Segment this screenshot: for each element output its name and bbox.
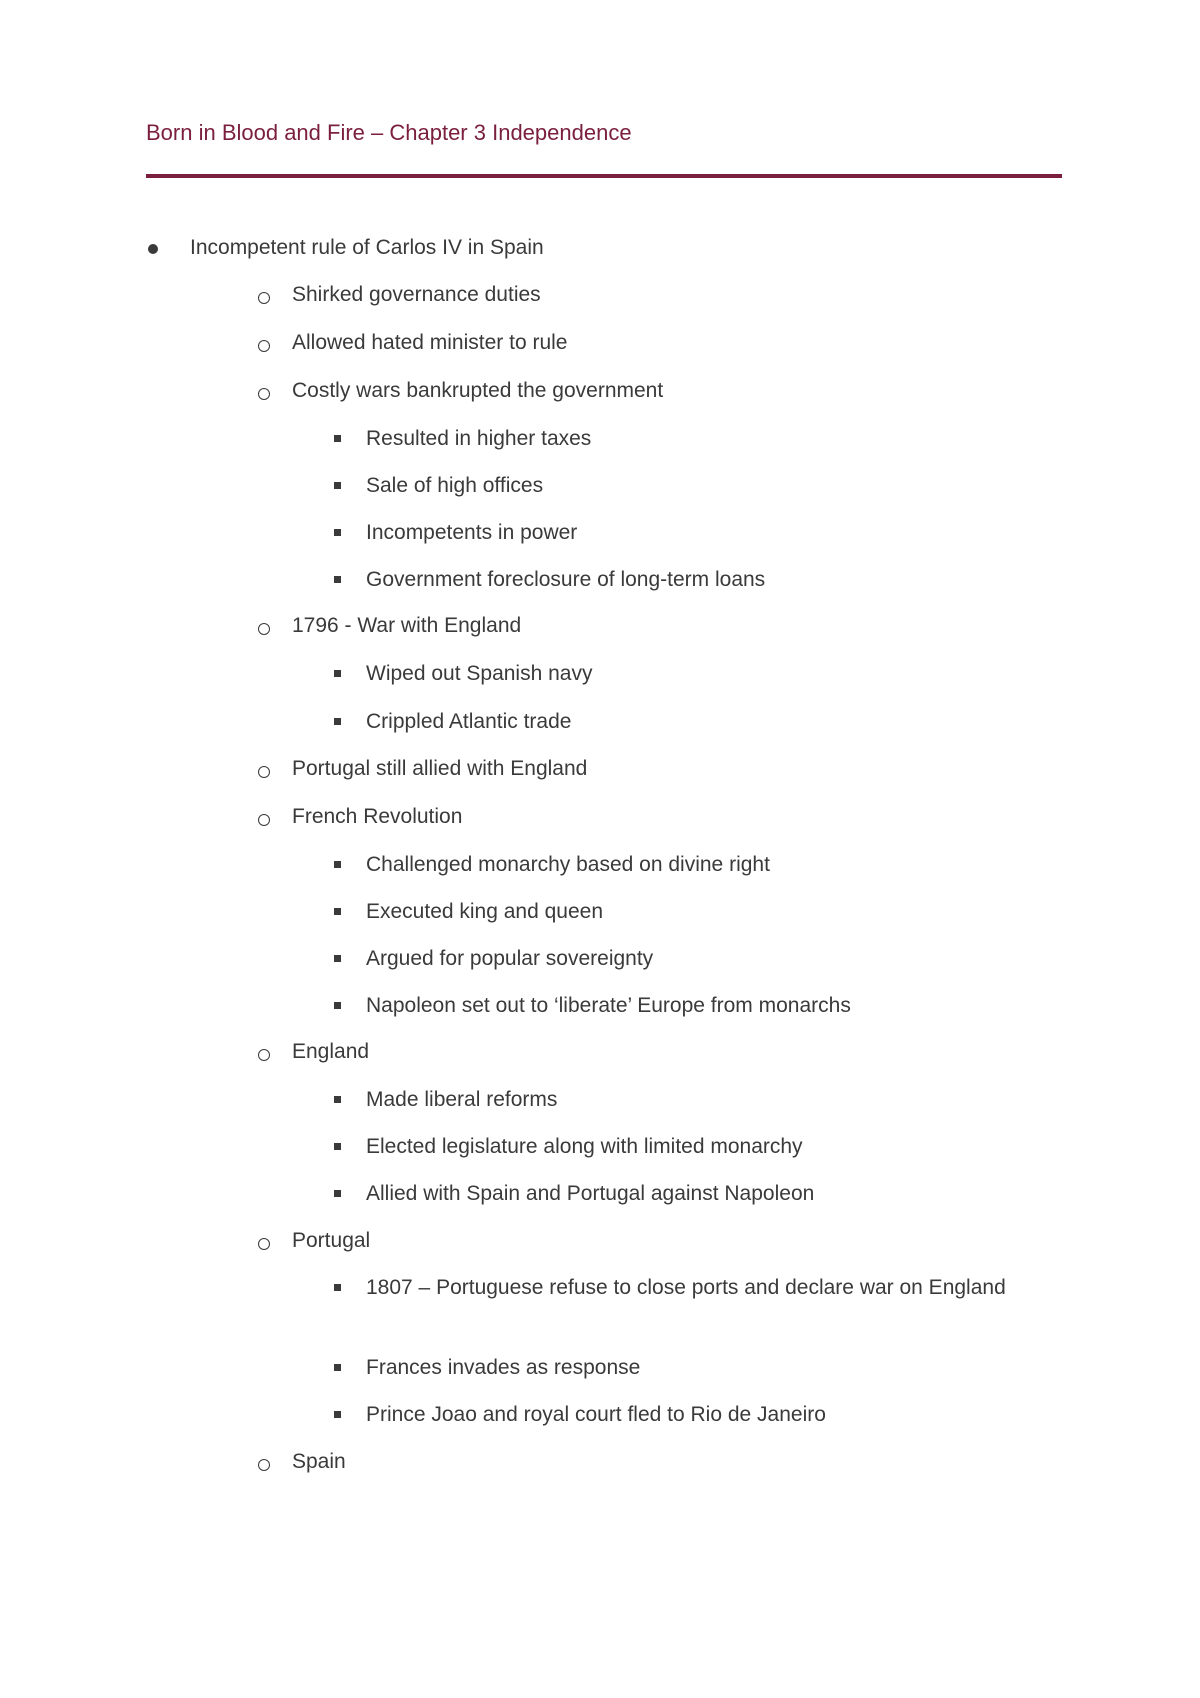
bullet-square-icon xyxy=(334,576,341,583)
list-item-level2 xyxy=(292,331,567,355)
bullet-circle-icon xyxy=(258,340,270,352)
list-item-level1 xyxy=(190,236,544,260)
bullet-square-icon xyxy=(334,529,341,536)
list-item-text: Napoleon set out to ‘liberate’ Europe from monarchs xyxy=(366,994,851,1017)
bullet-circle-icon xyxy=(258,388,270,400)
list-item-level3 xyxy=(366,427,591,451)
list-item-text: Elected legislature along with limited monarchy xyxy=(366,1135,803,1158)
list-item-level2 xyxy=(292,1450,346,1474)
list-item-level3 xyxy=(366,1182,814,1206)
bullet-square-icon xyxy=(334,861,341,868)
title-underline xyxy=(146,174,1062,178)
document-title: Born in Blood and Fire – Chapter 3 Independence xyxy=(146,120,632,145)
list-item-text: Allowed hated minister to rule xyxy=(292,331,568,354)
list-item-level3 xyxy=(366,947,653,971)
bullet-circle-icon xyxy=(258,1238,270,1250)
list-item-level3 xyxy=(366,1403,826,1427)
list-item-level3 xyxy=(366,853,770,877)
bullet-circle-icon xyxy=(258,292,270,304)
bullet-circle-icon xyxy=(258,1049,270,1061)
list-item-text: Sale of high offices xyxy=(366,474,544,497)
list-item-text: Executed king and queen xyxy=(366,900,604,923)
list-item-level2 xyxy=(292,805,462,829)
list-item-text: England xyxy=(292,1040,370,1063)
bullet-square-icon xyxy=(334,955,341,962)
list-item-text: Costly wars bankrupted the government xyxy=(292,379,664,402)
bullet-square-icon xyxy=(334,1143,341,1150)
list-item-level2 xyxy=(292,757,587,781)
list-item-text: Portugal still allied with England xyxy=(292,757,588,780)
list-item-text: Wiped out Spanish navy xyxy=(366,662,593,685)
list-item-level2 xyxy=(292,1229,370,1253)
bullet-square-icon xyxy=(334,1190,341,1197)
bullet-square-icon xyxy=(334,1284,341,1291)
list-item-text: Incompetents in power xyxy=(366,521,578,544)
list-item-level3 xyxy=(366,710,571,734)
list-item-level2 xyxy=(292,283,541,307)
list-item-level3 xyxy=(366,474,543,498)
list-item-text: Resulted in higher taxes xyxy=(366,427,592,450)
list-item-level3 xyxy=(366,994,851,1018)
list-item-text: Shirked governance duties xyxy=(292,283,541,306)
list-item-text: Allied with Spain and Portugal against Napoleon xyxy=(366,1182,815,1205)
bullet-disc-icon xyxy=(148,244,158,254)
list-item-level3 xyxy=(366,1356,640,1380)
list-item-text: Prince Joao and royal court fled to Rio de Janeiro xyxy=(366,1403,826,1426)
list-item-text: Frances invades as response xyxy=(366,1356,641,1379)
list-item-text: French Revolution xyxy=(292,805,463,828)
list-item-text: Incompetent rule of Carlos IV in Spain xyxy=(190,236,544,259)
list-item-level3 xyxy=(366,900,603,924)
bullet-square-icon xyxy=(334,670,341,677)
bullet-square-icon xyxy=(334,718,341,725)
bullet-circle-icon xyxy=(258,814,270,826)
list-item-level3 xyxy=(366,1270,1016,1306)
list-item-text: Argued for popular sovereignty xyxy=(366,947,654,970)
list-item-level3 xyxy=(366,662,592,686)
bullet-square-icon xyxy=(334,482,341,489)
list-item-level3 xyxy=(366,1088,557,1112)
list-item-level3 xyxy=(366,1135,803,1159)
bullet-square-icon xyxy=(334,908,341,915)
list-item-text: Government foreclosure of long-term loans xyxy=(366,568,766,591)
list-item-level2 xyxy=(292,1040,369,1064)
bullet-square-icon xyxy=(334,1364,341,1371)
bullet-circle-icon xyxy=(258,1459,270,1471)
list-item-text: Spain xyxy=(292,1450,346,1473)
list-item-text: Challenged monarchy based on divine right xyxy=(366,853,770,876)
list-item-text: 1796 - War with England xyxy=(292,614,522,637)
list-item-level2 xyxy=(292,614,521,638)
list-item-level3 xyxy=(366,568,765,592)
bullet-square-icon xyxy=(334,1411,341,1418)
bullet-square-icon xyxy=(334,1002,341,1009)
list-item-level3 xyxy=(366,521,577,545)
list-item-text: Crippled Atlantic trade xyxy=(366,710,572,733)
bullet-square-icon xyxy=(334,1096,341,1103)
list-item-text: Made liberal reforms xyxy=(366,1088,558,1111)
list-item-text: Portugal xyxy=(292,1229,371,1252)
bullet-circle-icon xyxy=(258,623,270,635)
list-item-text: 1807 – Portuguese refuse to close ports and declare war on England xyxy=(366,1276,1006,1299)
bullet-square-icon xyxy=(334,435,341,442)
list-item-level2 xyxy=(292,379,663,403)
bullet-circle-icon xyxy=(258,766,270,778)
